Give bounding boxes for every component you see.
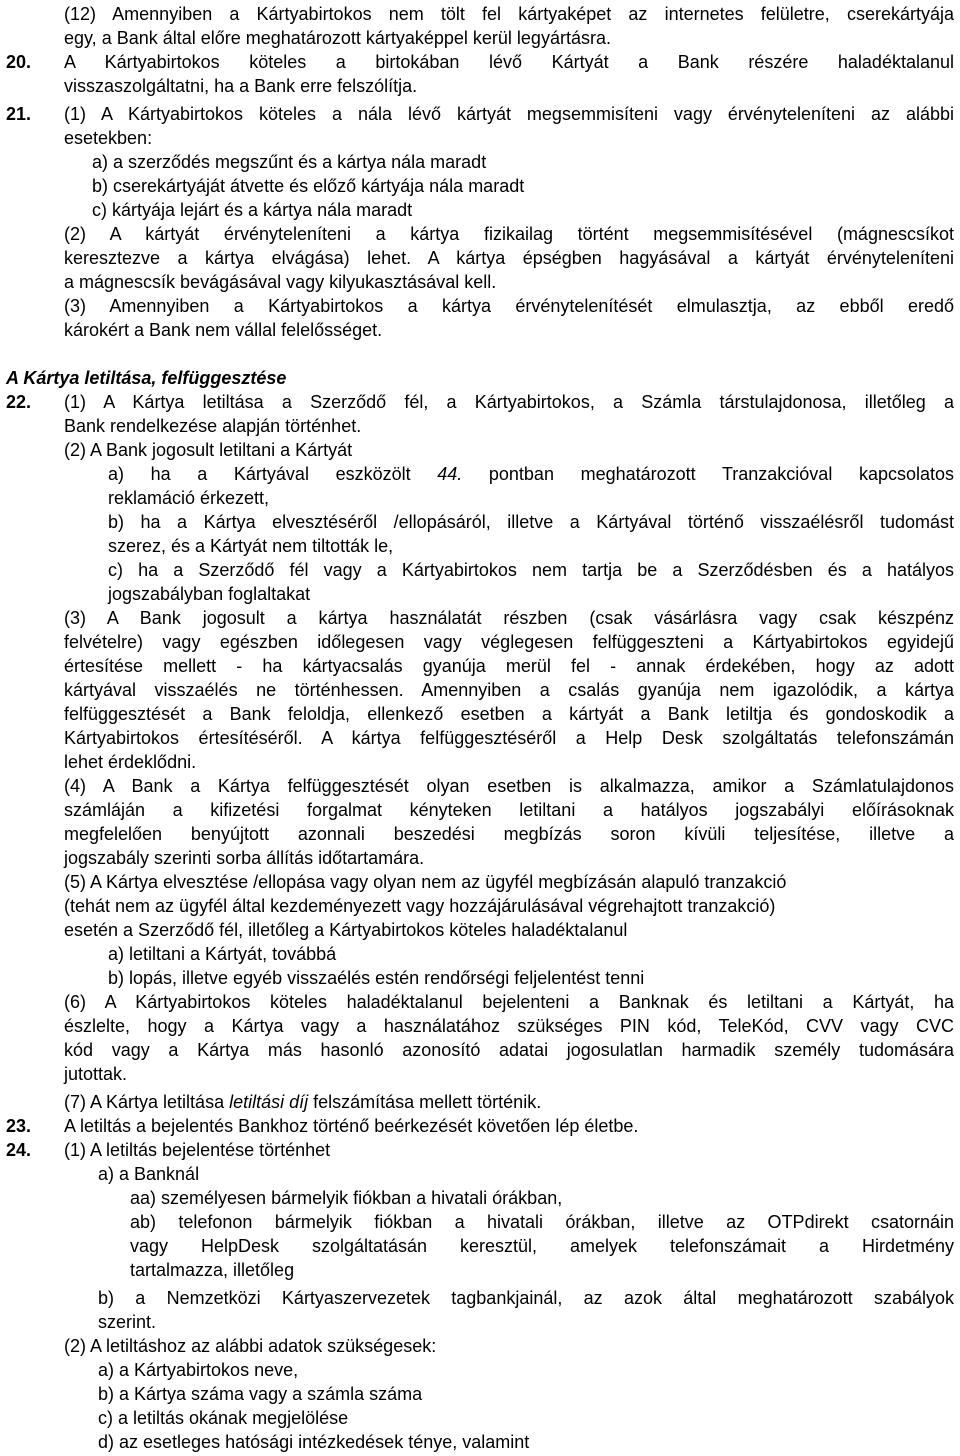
list-item bbox=[108, 462, 954, 486]
list-item: b) a Kártya száma vagy a számla száma bbox=[98, 1384, 423, 1404]
text-line: Bank rendelkezése alapján történhet. bbox=[64, 416, 362, 436]
section-number: 21. bbox=[6, 104, 32, 124]
list-item: b) a Nemzetközi Kártyaszervezetek tagbankjainál, az azok által meghatározott szabályok bbox=[98, 1288, 954, 1308]
text-line: esetekben: bbox=[64, 128, 153, 148]
list-item: a) a Banknál bbox=[98, 1164, 200, 1184]
list-item: szerez, és a Kártyát nem tiltották le, bbox=[108, 536, 394, 556]
text-line: jogszabály szerinti sorba állítás időtartamára. bbox=[64, 848, 425, 868]
text-line: (1) A Kártya letiltása a Szerződő fél, a Kártyabirtokos, a Számla társtulajdonosa, illetőleg a bbox=[64, 392, 954, 412]
text-line bbox=[64, 1090, 541, 1114]
text-line: (2) A kártyát érvényteleníteni a kártya fizikailag történt megsemmisítésével (mágnescsíkot bbox=[64, 224, 954, 244]
list-item: c) ha a Szerződő fél vagy a Kártyabirtokos nem tartja be a Szerződésben és a hatályos bbox=[108, 560, 954, 580]
text-fragment: felszámítása mellett történik. bbox=[308, 1092, 542, 1112]
text-line: (6) A Kártyabirtokos köteles haladéktalanul bejelenteni a Banknak és letiltani a Kártyát, ha bbox=[64, 992, 954, 1012]
list-item: c) a letiltás okának megjelölése bbox=[98, 1408, 349, 1428]
text-line: jutottak. bbox=[64, 1064, 128, 1084]
text-line: kód vagy a Kártya más hasonló azonosító adatai jogosulatlan harmadik személy tudomására bbox=[64, 1040, 954, 1060]
list-item: ab) telefonon bármelyik fiókban a hivatali órákban, illetve az OTPdirekt csatornáin bbox=[130, 1212, 954, 1232]
section-number: 20. bbox=[6, 52, 32, 72]
list-item: b) ha a Kártya elvesztéséről /ellopásáról, illetve a Kártyával történő visszaélésről tudomást bbox=[108, 512, 954, 532]
text-line: (3) A Bank jogosult a kártya használatát részben (csak vásárlásra vagy csak készpénz bbox=[64, 608, 954, 628]
text-line: Kártyabirtokos értesítéséről. A kártya felfüggesztéséről a Help Desk szolgáltatás telefonszámán bbox=[64, 728, 954, 748]
list-item: tartalmazza, illetőleg bbox=[130, 1260, 295, 1280]
list-item: b) cserekártyáját átvette és előző kártyája nála maradt bbox=[92, 176, 525, 196]
text-line: (5) A Kártya elvesztése /ellopása vagy olyan nem az ügyfél megbízásán alapuló tranzakció bbox=[64, 872, 787, 892]
section-number: 22. bbox=[6, 392, 32, 412]
emphasis-text: letiltási díj bbox=[229, 1092, 309, 1112]
text-line: a mágnescsík bevágásával vagy kilyukasztásával kell. bbox=[64, 272, 497, 292]
text-line: észlelte, hogy a Kártya vagy a használatához szükséges PIN kód, TeleKód, CVV vagy CVC bbox=[64, 1016, 954, 1036]
text-line: egy, a Bank által előre meghatározott kártyaképpel kerül legyártásra. bbox=[64, 28, 611, 48]
text-line: visszaszolgáltatni, ha a Bank erre felszólítja. bbox=[64, 76, 418, 96]
text-line: kártyával visszaélés ne történhessen. Amennyiben a csalás gyanúja nem igazolódik, a kártya bbox=[64, 680, 954, 700]
list-item: aa) személyesen bármelyik fiókban a hivatali órákban, bbox=[130, 1188, 563, 1208]
list-item: jogszabályban foglaltakat bbox=[108, 584, 311, 604]
list-item: reklamáció érkezett, bbox=[108, 488, 270, 508]
text-line: A letiltás a bejelentés Bankhoz történő beérkezését követően lép életbe. bbox=[64, 1116, 639, 1136]
text-fragment: pontban meghatározott Tranzakcióval kapcsolatos bbox=[462, 464, 954, 484]
text-line: (12) Amennyiben a Kártyabirtokos nem tölt fel kártyaképet az internetes felületre, cserekártyája bbox=[64, 4, 954, 24]
list-item: szerint. bbox=[98, 1312, 157, 1332]
text-line: lehet érdeklődni. bbox=[64, 752, 197, 772]
list-item: d) az esetleges hatósági intézkedések ténye, valamint bbox=[98, 1432, 530, 1452]
text-line: (2) A Bank jogosult letiltani a Kártyát bbox=[64, 440, 353, 460]
text-fragment: a) ha a Kártyával eszközölt bbox=[108, 464, 438, 484]
section-heading: A Kártya letiltása, felfüggesztése bbox=[6, 368, 287, 388]
list-item: c) kártyája lejárt és a kártya nála maradt bbox=[92, 200, 413, 220]
section-number: 24. bbox=[6, 1140, 32, 1160]
section-number: 23. bbox=[6, 1116, 32, 1136]
text-line: (2) A letiltáshoz az alábbi adatok szükségesek: bbox=[64, 1336, 437, 1356]
text-line: megfelelően benyújtott azonnali beszedési megbízás soron kívüli teljesítése, illetve a bbox=[64, 824, 954, 844]
text-line: (4) A Bank a Kártya felfüggesztését olyan esetben is alkalmazza, amikor a Számlatulajdonos bbox=[64, 776, 954, 796]
text-line: károkért a Bank nem vállal felelősséget. bbox=[64, 320, 383, 340]
text-line: esetén a Szerződő fél, illetőleg a Kártyabirtokos köteles haladéktalanul bbox=[64, 920, 628, 940]
text-line: A Kártyabirtokos köteles a birtokában lévő Kártyát a Bank részére haladéktalanul bbox=[64, 52, 954, 72]
list-item: b) lopás, illetve egyéb visszaélés estén rendőrségi feljelentést tenni bbox=[108, 968, 645, 988]
text-line: (3) Amennyiben a Kártyabirtokos a kártya érvénytelenítését elmulasztja, az ebből eredő bbox=[64, 296, 954, 316]
text-fragment: (7) A Kártya letiltása bbox=[64, 1092, 230, 1112]
text-line: számláján a kifizetési forgalmat kényteken letiltani a hatályos jogszabályi előírásoknak bbox=[64, 800, 954, 820]
list-item: a) a szerződés megszűnt és a kártya nála maradt bbox=[92, 152, 487, 172]
text-line: (tehát nem az ügyfél által kezdeményezett vagy hozzájárulásával végrehajtott tranzakció) bbox=[64, 896, 776, 916]
text-line: (1) A Kártyabirtokos köteles a nála lévő kártyát megsemmisíteni vagy érvényteleníteni az alábbi bbox=[64, 104, 954, 124]
text-line: felfüggesztését a Bank feloldja, ellenkező esetben a kártyát a Bank letiltja és gondoskodik a bbox=[64, 704, 954, 724]
text-line: keresztezve a kártya elvágása) lehet. A kártya épségben hagyásával a kártyát érvényteleníteni bbox=[64, 248, 954, 268]
list-item: vagy HelpDesk szolgáltatásán keresztül, amelyek telefonszámait a Hirdetmény bbox=[130, 1236, 954, 1256]
list-item: a) letiltani a Kártyát, továbbá bbox=[108, 944, 337, 964]
list-item: a) a Kártyabirtokos neve, bbox=[98, 1360, 299, 1380]
text-line: (1) A letiltás bejelentése történhet bbox=[64, 1140, 331, 1160]
emphasis-text: 44. bbox=[437, 464, 463, 484]
text-line: értesítése mellett - ha kártyacsalás gyanúja merül fel - annak érdekében, hogy az adott bbox=[64, 656, 954, 676]
text-line: felvételre) vagy egészben időlegesen vagy véglegesen felfüggeszteni a Kártyabirtokos egyidejű bbox=[64, 632, 954, 652]
